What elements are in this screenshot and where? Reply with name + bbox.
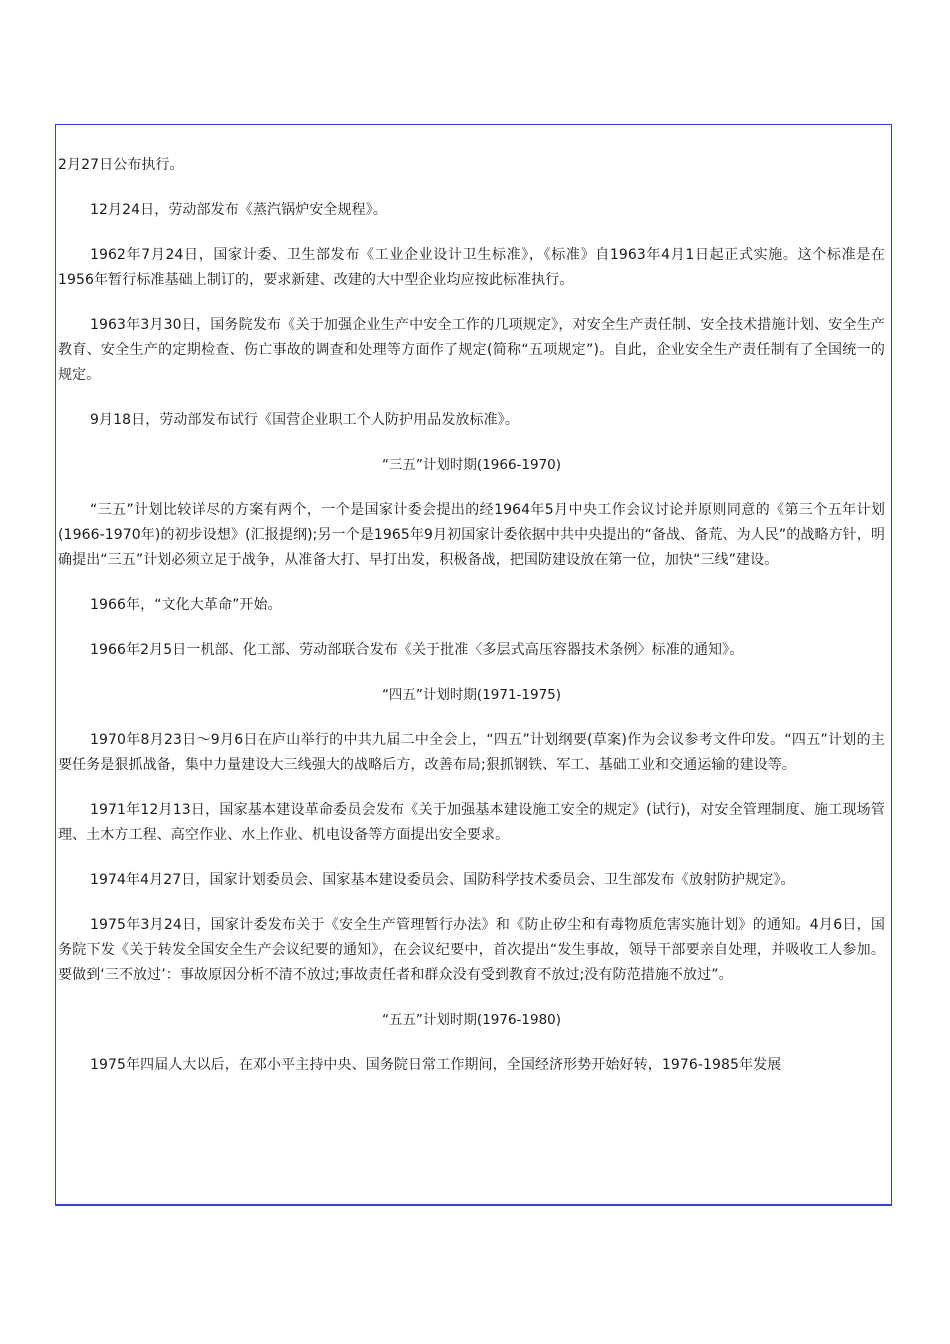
paragraph: 1966年，“文化大革命”开始。: [90, 597, 282, 613]
document-content: [56, 125, 891, 1078]
section-heading: “五五”计划时期(1976-1980): [381, 1012, 562, 1028]
paragraph: 1966年2月5日一机部、化工部、劳动部联合发布《关于批准〈多层式高压容器技术条例〉标准的通知》。: [90, 642, 744, 658]
paragraph: 1963年3月30日，国务院发布《关于加强企业生产中安全工作的几项规定》，对安全生产责任制、安全技术措施计划、安全生产教育、安全生产的定期检查、伤亡事故的调查和处理等方面作了规定(简称“五项规定”)。自此，企业安全生产责任制有了全国统一的规定。: [58, 317, 885, 383]
paragraph: 1971年12月13日，国家基本建设革命委员会发布《关于加强基本建设施工安全的规定》(试行)，对安全管理制度、施工现场管理、土木方工程、高空作业、水上作业、机电设备等方面提出安全要求。: [58, 802, 885, 843]
document-frame: [55, 124, 892, 1206]
paragraph: 1962年7月24日，国家计委、卫生部发布《工业企业设计卫生标准》，《标准》自1963年4月1日起正式实施。这个标准是在1956年暂行标准基础上制订的，要求新建、改建的大中型企业均应按此标准执行。: [58, 247, 885, 288]
paragraph: 12月24日，劳动部发布《蒸汽锅炉安全规程》。: [90, 202, 387, 218]
paragraph: 1974年4月27日，国家计划委员会、国家基本建设委员会、国防科学技术委员会、卫生部发布《放射防护规定》。: [90, 872, 795, 888]
section-heading: “三五”计划时期(1966-1970): [381, 457, 562, 473]
paragraph: 2月27日公布执行。: [58, 157, 184, 173]
paragraph: “三五”计划比较详尽的方案有两个，一个是国家计委会提出的经1964年5月中央工作会议讨论并原则同意的《第三个五年计划(1966-1970年)的初步设想》(汇报提纲);另一个是1965年9月初国家计委依据中共中央提出的“备战、备荒、为人民”的战略方针，明确提出“三五”计划必须立足于战争，从准备大打、早打出发，积极备战，把国防建设放在第一位，加快“三线”建设。: [58, 502, 885, 568]
section-heading: “四五”计划时期(1971-1975): [381, 687, 562, 703]
paragraph: 1975年3月24日，国家计委发布关于《安全生产管理暂行办法》和《防止矽尘和有毒物质危害实施计划》的通知。4月6日，国务院下发《关于转发全国安全生产会议纪要的通知》，在会议纪要中，首次提出“发生事故，领导干部要亲自处理，并吸收工人参加。要做到‘三不放过’：事故原因分析不清不放过;事故责任者和群众没有受到教育不放过;没有防范措施不放过”。: [58, 917, 885, 983]
paragraph: 1970年8月23日～9月6日在庐山举行的中共九届二中全会上，“四五”计划纲要(草案)作为会议参考文件印发。“四五”计划的主要任务是狠抓战备，集中力量建设大三线强大的战略后方，改善布局;狠抓钢铁、军工、基础工业和交通运输的建设等。: [58, 732, 885, 773]
paragraph: 1975年四届人大以后，在邓小平主持中央、国务院日常工作期间，全国经济形势开始好转，1976-1985年发展: [90, 1057, 782, 1073]
paragraph: 9月18日，劳动部发布试行《国营企业职工个人防护用品发放标准》。: [90, 412, 519, 428]
